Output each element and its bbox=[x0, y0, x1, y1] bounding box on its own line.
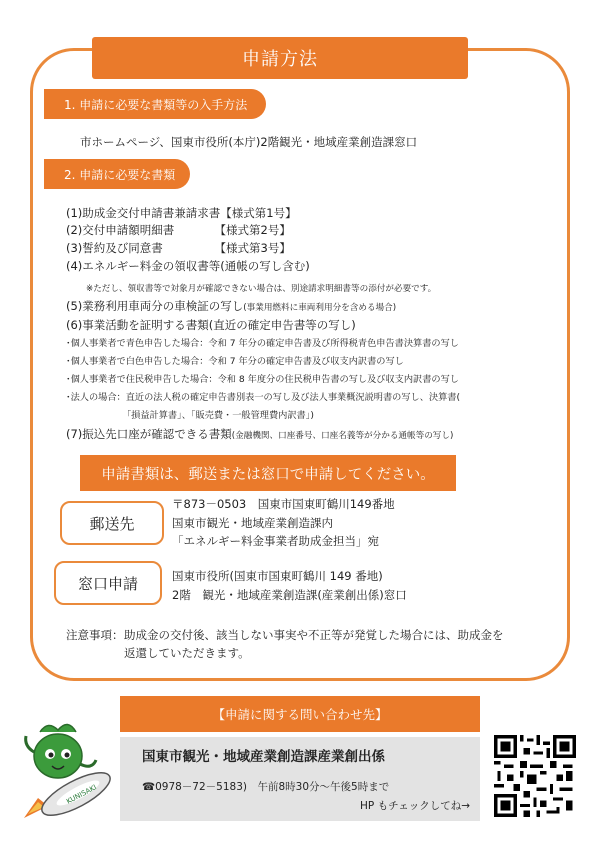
section1-body: 市ホームページ、国東市役所(本庁)2階観光・地域産業創造課窓口 bbox=[80, 135, 418, 149]
doc-item-4: (4)エネルギー料金の領収書等(通帳の写し含む) bbox=[66, 259, 310, 273]
caution-label: 注意事項： bbox=[66, 628, 124, 642]
window-line-2: 2階 観光・地域産業創造課(産業創出係)窓口 bbox=[172, 588, 407, 602]
mascot-label: KUNISAKI bbox=[65, 783, 98, 806]
doc-item-6-white: ･個人事業者で白色申告した場合：令和 7 年分の確定申告書及び収支内訳書の写し bbox=[66, 356, 404, 367]
doc-item-7 bbox=[66, 426, 453, 444]
doc-item-6-blue: ･個人事業者で青色申告した場合：令和 7 年分の確定申告書及び所得税青色申告書決算書の写し bbox=[66, 338, 459, 349]
contact-box bbox=[120, 737, 480, 821]
doc-item-6: (6)事業活動を証明する書類(直近の確定申告書等の写し) bbox=[66, 318, 356, 332]
mail-line-3: 「エネルギー料金事業者助成金担当」宛 bbox=[172, 534, 379, 548]
mascot-icon bbox=[14, 712, 122, 824]
doc-item-1: (1)助成金交付申請書兼請求書【様式第1号】 bbox=[66, 206, 297, 220]
doc-item-3: (3)誓約及び同意書 【様式第3号】 bbox=[66, 241, 291, 255]
mail-label: 郵送先 bbox=[60, 501, 164, 545]
window-line-1: 国東市役所(国東市国東町鶴川 149 番地) bbox=[172, 569, 383, 583]
qr-code-icon bbox=[494, 735, 576, 817]
doc-item-4-note: ※ただし、領収書等で対象月が確認できない場合は、別途請求明細書等の添付が必要です。 bbox=[86, 284, 437, 294]
doc-item-6-corp-cont: 「損益計算書」、「販売費・一般管理費内訳書」) bbox=[122, 410, 314, 421]
submission-notice: 申請書類は、郵送または窓口で申請してください。 bbox=[80, 455, 456, 491]
window-label: 窓口申請 bbox=[54, 561, 162, 605]
page-title: 申請方法 bbox=[92, 37, 468, 79]
mail-line-2: 国東市観光・地域産業創造課内 bbox=[172, 516, 333, 530]
doc-item-7-main: (7)振込先口座が確認できる書類 bbox=[66, 427, 232, 441]
doc-item-7-note: (金融機関、口座番号、口座名義等が分かる通帳等の写し) bbox=[231, 431, 454, 441]
contact-office: 国東市観光・地域産業創造課産業創出係 bbox=[142, 749, 385, 765]
section1-heading: 1. 申請に必要な書類等の入手方法 bbox=[44, 89, 266, 119]
inquiry-header: 【申請に関する問い合わせ先】 bbox=[120, 696, 480, 732]
doc-item-6-resident: ･個人事業者で住民税申告した場合：令和 8 年度分の住民税申告書の写し及び収支内訳書の写し bbox=[66, 374, 459, 385]
mail-line-1: 〒873－0503 国東市国東町鶴川149番地 bbox=[172, 497, 395, 511]
caution-line-1: 助成金の交付後、該当しない事実や不正等が発覚した場合には、助成金を bbox=[124, 628, 504, 642]
doc-item-5-note: (事業用燃料に車両利用分を含める場合) bbox=[243, 303, 397, 313]
doc-item-5 bbox=[66, 298, 396, 316]
doc-item-6-corp: ･法人の場合：直近の法人税の確定申告書別表一の写し及び法人事業概況説明書の写し、決算書( bbox=[66, 392, 461, 403]
section2-heading: 2. 申請に必要な書類 bbox=[44, 159, 190, 189]
caution-line-2: 返還していただきます。 bbox=[124, 646, 250, 660]
doc-item-5-main: (5)業務利用車両分の車検証の写し bbox=[66, 299, 244, 313]
contact-hp: HP もチェックしてね→ bbox=[360, 800, 471, 812]
doc-item-2: (2)交付申請額明細書 【様式第2号】 bbox=[66, 223, 291, 237]
contact-phone: ☎0978－72－5183) 午前8時30分～午後5時まで bbox=[142, 781, 390, 793]
